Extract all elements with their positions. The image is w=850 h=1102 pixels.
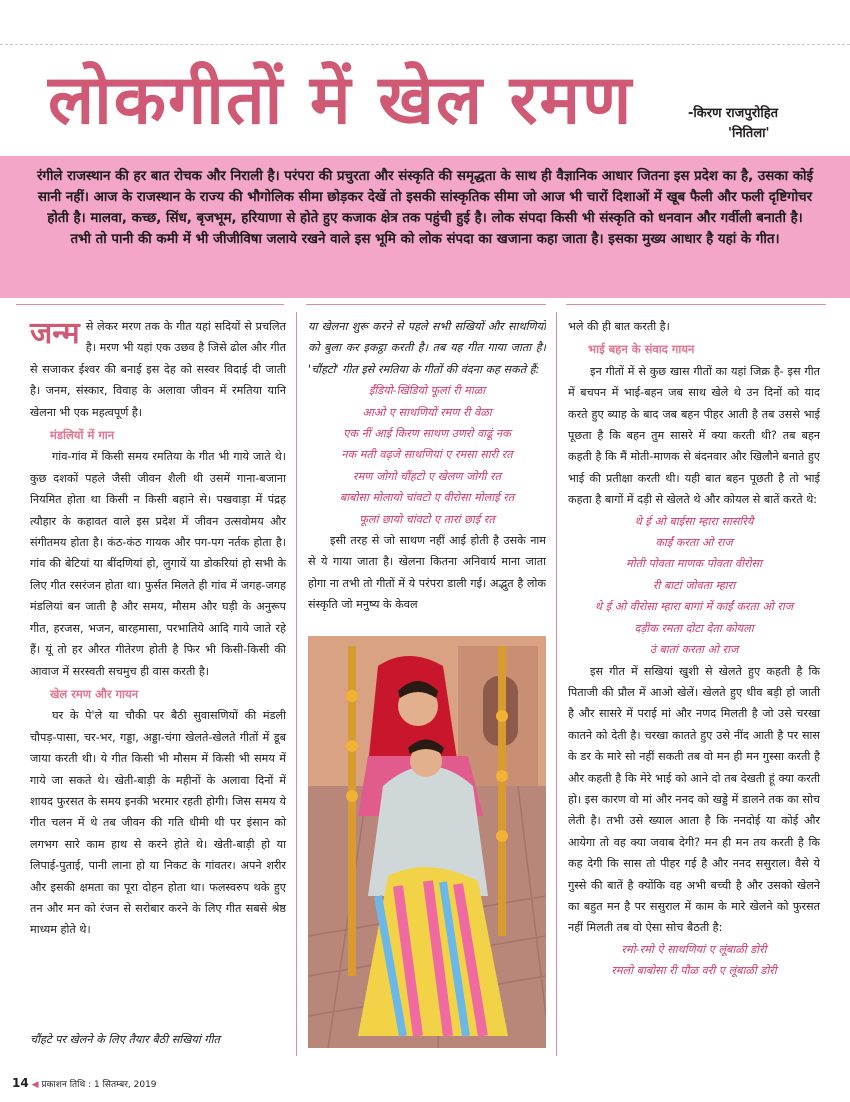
verse-line: आओ ए साथणियों रमण री वेळा (362, 405, 492, 419)
author-byline (688, 104, 778, 144)
verse-line: रमण जोगो चौंहटो ए खेलण जोगी रत (353, 469, 501, 483)
drop-cap: जन्म (30, 316, 80, 351)
verse-line: नक मती वढ़जे साथणियां ए रमसा सारी रत (341, 448, 513, 462)
author-pen-name: 'नितिला' (728, 126, 770, 141)
author-name: -किरण राजपुरोहित (688, 106, 779, 121)
verse-line: काईं करता ओ राज (655, 536, 733, 550)
verse-line: ईंडियो-खिंडियो फूलां री माळा (368, 384, 486, 398)
paragraph: या खेलना शुरू करने से पहले सभी सखियों और साथणियों को बुला कर इकट्ठा करती है। तब यह गीत गाया जाता है। 'चौंहटो' गीत इसे रमतिया के गीतों की वंदना कह सकते हैं: (308, 320, 546, 376)
column-rule (306, 304, 546, 305)
page-number: 14 (12, 1076, 29, 1090)
verse-line: फूलां छायो चांवटो ए तारां छाई रत (359, 512, 495, 526)
photo-two-women-on-swing (308, 636, 546, 1048)
paragraph: घर के पे'ले या चौकी पर बैठी सुवासणियों की मंडली चौपड़-पासा, चर-भर, गड्डा, अड्डा-चंगा खेलते-खेलते गीतों में डूब जाया करती थी। ये गीत किसी भी मौसम में किसी भी समय में गाये जा सकते थे। खेती-बाड़ी के महीनों के अलावा दिनों में शायद फुरसत के समय इनकी भरमार रहती होगी। जिस समय ये गीत चलन में थे तब जीवन की गति धीमी थी पर इंसान को लगभग सारे काम हाथ से करने होते थे। खेती-बाड़ी हो या लिपाई-पुताई, पानी लाना हो या निकट के गांवतर। अपने शरीर और इसकी क्षमता का पूरा दोहन होता था। फलस्वरुप थके हुए तन और मन को रंजन से सरोबार करने के लिए गीत सबसे श्रेष्ठ माध्यम होते थे। (30, 709, 286, 937)
paragraph: इन गीतों में से कुछ खास गीतों का यहां जिक्र है- इस गीत में बचपन में भाई-बहन जब साथ खेले थे उन दिनों को याद करते हुए ब्याह के बाद जब बहन पीहर आती है तब उससे भाई पूछता है कि बहन तुम सासरे में क्या करती थी? तब बहन कहती है कि मैं मोती-माणक से बंदनवार और खिलौने बनाते हुए भाई की प्रतीक्षा करती थी। यही बात बहन पूछती है तो भाई कहता है बागों में दड़ी से खेलते थे और कोयल से बातें करते थे: (568, 364, 820, 507)
column-1 (30, 316, 286, 941)
section-heading: भाई बहन के संवाद गायन (588, 342, 695, 357)
intro-text: रंगीले राजस्थान की हर बात रोचक और निराली है। परंपरा की प्रचुरता और संस्कृति की समृद्धता के साथ ही वैज्ञानिक आधार जितना इस प्रदेश का है, उसका कोई सानी नहीं। आज के राजस्थान के राज्य की भौगोलिक सीमा छोड़कर देखें तो इसकी सांस्कृतिक सीमा जो आज भी चारों दिशाओं में खूब फैली और फली दृष्टिगोचर होती है। मालवा, कच्छ, सिंध, बृजभूम, हरियाणा से होते हुए कजाक क्षेत्र तक पहुंची हुई है। लोक संपदा किसी भी संस्कृति को धनवान और गर्वीली बनाती है। तभी तो पानी की कमी में भी जीजीविषा जलाये रखने वाले इस भूमि को लोक संपदा का खजाना कहा जाता है। इसका मुख्य आधार है यहां के गीत। (36, 169, 814, 247)
paragraph: गांव-गांव में किसी समय रमतिया के गीत भी गाये जाते थे। कुछ दशकों पहले जैसी जीवन शैली थी उसमें गाना-बजाना नियमित होता था किसी न किसी बहाने से। पखवाड़ा में पंद्रह त्यौहार के कहावत वाले इस प्रदेश में जीवन उत्सवोमय और संगीतमय होता है। कंठ-कंठ गायक और पग-पग नर्तक होता है। गांव की बेटियां या बींदणियां हो, लुगायें या डोकरियां हो सभी के लिए गीत रसरंजन होता था। फुर्सत मिलते ही गांव में जगह-जगह मंडलियां बन जाती है और समय, मौसम और घड़ी के अनुरूप गीत, हरजस, भजन, बारहमासा, परभातिये आदि गाये जाते रहे हैं। यूं तो हर औरत गीतेरण होती है फिर भी किसी-किसी की आवाज में सरस्वती सचमुच ही वास करती है। (30, 450, 286, 678)
column-rule (566, 304, 826, 305)
column-separator (556, 312, 557, 1056)
verse-line: मोती पोवता माणक पोवता वीरोसा (626, 557, 762, 571)
verse-line: एक नीं आई किरण साथण उणरो वाढूं नक (343, 427, 511, 441)
paragraph: से लेकर मरण तक के गीत यहां सदियों से प्रचलित है। मरण भी यहां एक उछव है जिसे ढोल और गीत से सजाकर ईश्वर की बनाई इस देह को सस्वर विदाई दी जाती है। जनम, संस्कार, विवाह के अलावा जीवन में रमतिया यानि खेलना भी एक महत्वपूर्ण है। (30, 320, 286, 419)
section-heading: मंडलियों में गान (50, 428, 115, 443)
verse-line: थे ई ओ बाईसा म्हारा सासरियै (634, 514, 754, 528)
swing-illustration (308, 636, 546, 1048)
paragraph: इसी तरह से जो साथण नहीं आई होती है उसके नाम से ये गाया जाता है। खेलना कितना अनिवार्य माना जाता होगा ना तभी तो गीतों में ये परंपरा डाली गई। अद्भुत है लोक संस्कृति जो मनुष्य के केवल (308, 534, 546, 612)
verse-line: रमलो बाबोसा री पौळ वरी ए लूंबाळी डोरी (611, 964, 777, 978)
column-3 (568, 316, 820, 982)
column-separator (296, 312, 297, 1056)
paragraph: इस गीत में सखियां खुशी से खेलते हुए कहती है कि पिताजी की प्रौल में आओ खेलें। खेलते हुए धीव बड़ी हो जाती है और सासरे में पराई मां और नणद मिलती है जो उसे चरखा कातने को देती है। चरखा कातते हुए उसे नींद आती है पर सास के डर के मारे सो नहीं सकती तब वो मन ही मन गुस्सा करती है और कहती है कि मेरे भाई को आने दो तब देखती हूं क्या करती हो। इस कारण वो मां और ननद को खड्डे में डालने तक का सोच लेती है। तभी उसे ख्याल आता है कि ननदोई या कोई और आयेगा तो वह क्या जवाब देगी? मन ही मन तय करती है कि कह देगी कि सास तो पीहर गई है और ननद ससुराल। वैसे ये गुस्से की बातें है क्योंकि वह अभी बच्ची है और उसको खेलने का बहुत मन है पर ससुराल में काम के मारे खेलने को फुरसत नहीं मिलती तब वो ऐसा सोच बैठती है: (568, 664, 820, 935)
verse-block (568, 939, 820, 982)
column-rule (16, 304, 284, 305)
photo-caption: चौंहटे पर खेलने के लिए तैयार बैठी सखियां गीत (30, 1033, 220, 1046)
section-heading: खेल रमण और गायन (50, 686, 139, 701)
verse-line: थे ई ओ वीरोसा म्हारा बागां में काईं करता ओ राज (594, 600, 794, 614)
verse-block (308, 380, 546, 530)
page-title: लोकगीतों में खेल रमण (48, 60, 634, 140)
column-2 (308, 316, 546, 636)
intro-band (0, 156, 850, 298)
publication-date: प्रकाशन तिथि : 1 सितम्बर, 2019 (41, 1080, 157, 1090)
verse-line: री बाटां जोवता म्हारा (652, 578, 736, 592)
paragraph: भले की ही बात करती है। (568, 320, 670, 333)
page-footer (12, 1076, 157, 1090)
verse-line: उं बातां करता ओ राज (649, 643, 739, 657)
verse-line: बाबोसा मोलायो चांवटो ए वीरोसा मोलाई रत (339, 491, 515, 505)
verse-line: रमो-रमो ऐ साथणियां ए लूंबाळी डोरी (621, 942, 767, 956)
top-divider (0, 44, 850, 45)
arrow-icon: ◀ (31, 1080, 39, 1090)
verse-block (568, 511, 820, 661)
verse-line: दड़ीक रमता दोटा देता कोयला (634, 621, 754, 635)
